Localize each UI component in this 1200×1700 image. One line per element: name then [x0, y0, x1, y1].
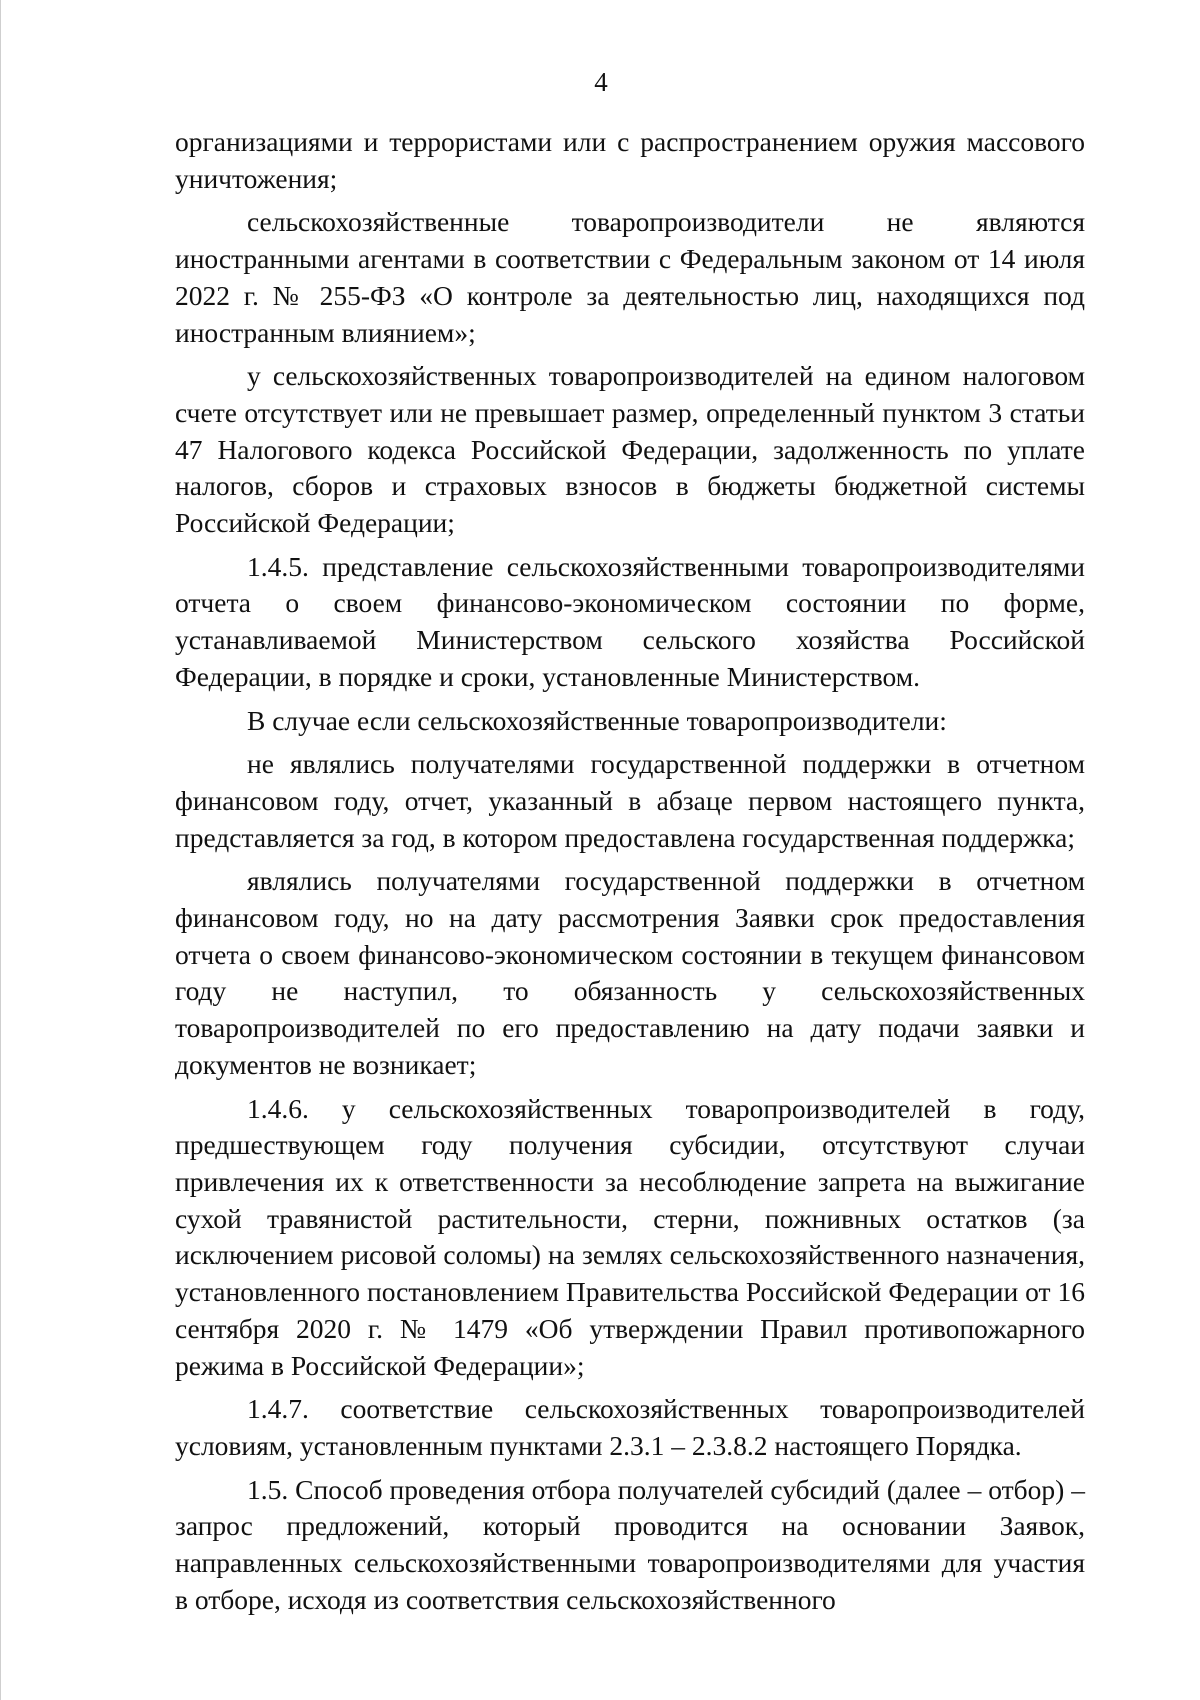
paragraph-recipients: являлись получателями государственной поддержки в отчетном финансовом году, но на дату рассмотрения Заявки срок предоставления отчета о своем финансово-экономическом состоянии в текущем финансовом году не наступил, то обязанность у сельскохозяйственных товаропроизводителей по его предоставлению на дату подачи заявки и документов не возникает; [175, 865, 1085, 1080]
paragraph-tax-debt: у сельскохозяйственных товаропроизводителей на едином налоговом счете отсутствует или не превышает размер, определенный пунктом 3 статьи 47 Налогового кодекса Российской Федерации, задолженность по уплате налогов, сборов и страховых взносов в бюджеты бюджетной системы Российской Федерации; [175, 360, 1085, 539]
paragraph-1-4-5: 1.4.5. представление сельскохозяйственными товаропроизводителями отчета о своем финансово-экономическом состоянии по форме, устанавливаемой Министерством сельского хозяйства Российской Федерации, в порядке и сроки, установленные Министерством. [175, 550, 1085, 692]
paragraph-case-intro: В случае если сельскохозяйственные товаропроизводители: [247, 704, 947, 736]
paragraph-not-recipients: не являлись получателями государственной поддержки в отчетном финансовом году, отчет, указанный в абзаце первом настоящего пункта, представляется за год, в котором предоставлена государственная поддержка; [175, 748, 1085, 853]
paragraph-1-4-7: 1.4.7. соответствие сельскохозяйственных товаропроизводителей условиям, установленным пунктами 2.3.1 – 2.3.8.2 настоящего Порядка. [175, 1393, 1085, 1461]
paragraph-1-4-6: 1.4.6. у сельскохозяйственных товаропроизводителей в году, предшествующем году получения субсидии, отсутствуют случаи привлечения их к ответственности за несоблюдение запрета на выжигание сухой травянистой растительности, стерни, пожнивных остатков (за исключением рисовой соломы) на землях сельскохозяйственного назначения, установленного постановлением Правительства Российской Федерации от 16 сентября 2020 г. № 1479 «Об утверждении Правил противопожарного режима в Российской Федерации»; [175, 1092, 1085, 1381]
paragraph-1-5: 1.5. Способ проведения отбора получателей субсидий (далее – отбор) – запрос предложений, который проводится на основании Заявок, направленных сельскохозяйственными товаропроизводителями для участия в отборе, исходя из соответствия сельскохозяйственного [175, 1473, 1085, 1615]
page-number: 4 [594, 67, 608, 97]
document-body [175, 124, 1085, 1618]
paragraph-foreign-agents: сельскохозяйственные товаропроизводители не являются иностранными агентами в соответствии с Федеральным законом от 14 июля 2022 г. № 255-ФЗ «О контроле за деятельностью лиц, находящихся под иностранным влиянием»; [175, 206, 1085, 348]
paragraph-continuation: организациями и террористами или с распространением оружия массового уничтожения; [175, 126, 1085, 194]
